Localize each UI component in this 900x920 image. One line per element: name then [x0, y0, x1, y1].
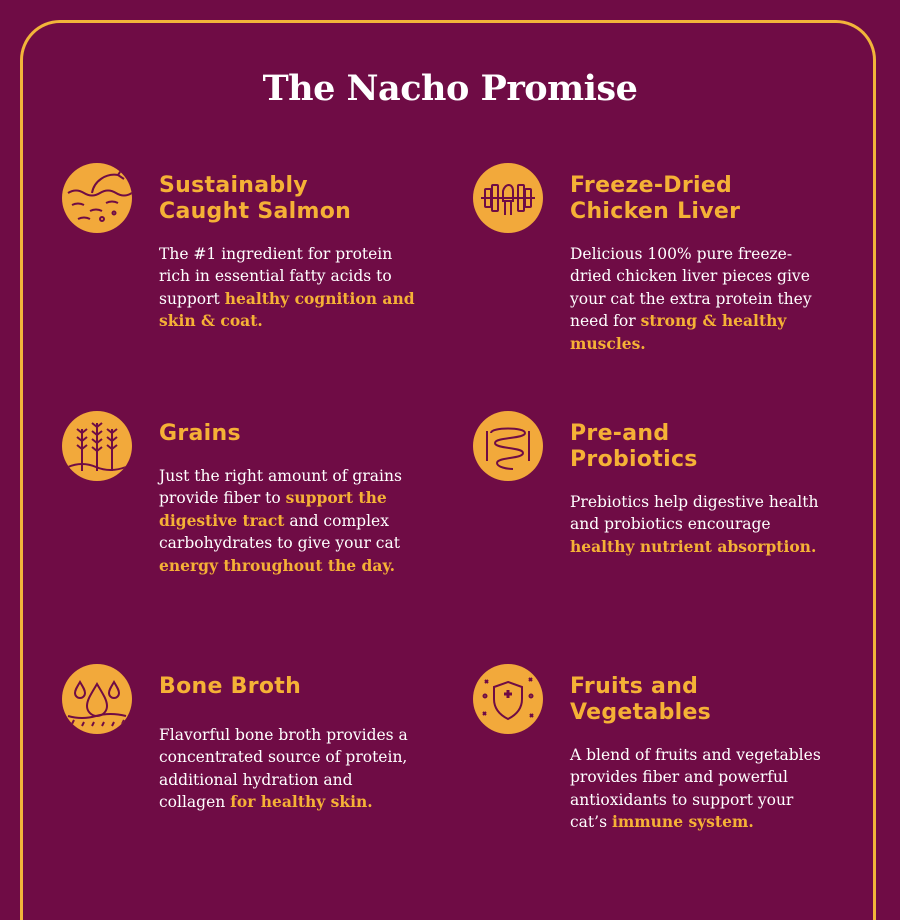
feature-text: Flavorful bone broth provides a concentrated source of protein, additional hydration and collagen [159, 726, 408, 812]
feature-description [159, 465, 419, 577]
feature-title-line: Fruits and [570, 674, 699, 699]
feature-text: Delicious 100% pure freeze-dried chicken liver pieces give your cat the extra protein they need for [570, 245, 812, 331]
feature-description [570, 491, 830, 558]
shield-cross-icon [473, 664, 543, 734]
feature-highlight: healthy cognition and skin & coat. [159, 288, 415, 331]
feature-text: A blend of fruits and vegetables provides fiber and powerful antioxidants to support your cat’s [570, 746, 821, 832]
feature-title-line: Sustainably [159, 173, 308, 198]
dumbbell-arm-icon [473, 163, 543, 233]
feature-text: The #1 ingredient for protein rich in essential fatty acids to support [159, 245, 393, 308]
feature-highlight: support the digestive tract [159, 488, 387, 530]
intestine-icon [473, 411, 543, 481]
feature-description [570, 744, 830, 834]
feature-text: Just the right amount of grains provide fiber to [159, 467, 402, 508]
salmon-water-icon [62, 163, 132, 233]
droplets-icon [62, 664, 132, 734]
feature-description [159, 243, 419, 333]
feature-description [570, 243, 830, 355]
feature-title-line: Freeze-Dried [570, 173, 733, 198]
page-title: The Nacho Promise [262, 68, 638, 109]
feature-highlight: healthy nutrient absorption. [570, 536, 817, 556]
feature-description [159, 724, 419, 814]
feature-highlight: energy throughout the day. [159, 555, 396, 575]
feature-title-line: Caught Salmon [159, 199, 352, 224]
feature-title-line: Grains [159, 421, 241, 446]
feature-highlight: for healthy skin. [230, 792, 373, 812]
feature-highlight: immune system. [611, 812, 754, 832]
feature-title-line: Probiotics [570, 447, 698, 472]
wheat-icon [62, 411, 132, 481]
feature-title-line: Chicken Liver [570, 199, 741, 224]
feature-title-line: Vegetables [570, 700, 712, 725]
feature-title-line: Bone Broth [159, 674, 302, 699]
feature-text: Prebiotics help digestive health and probiotics encourage [570, 493, 819, 534]
feature-text: and complex carbohydrates to give your cat [159, 511, 400, 553]
feature-highlight: strong & healthy muscles. [570, 311, 787, 353]
feature-title-line: Pre-and [570, 421, 670, 446]
